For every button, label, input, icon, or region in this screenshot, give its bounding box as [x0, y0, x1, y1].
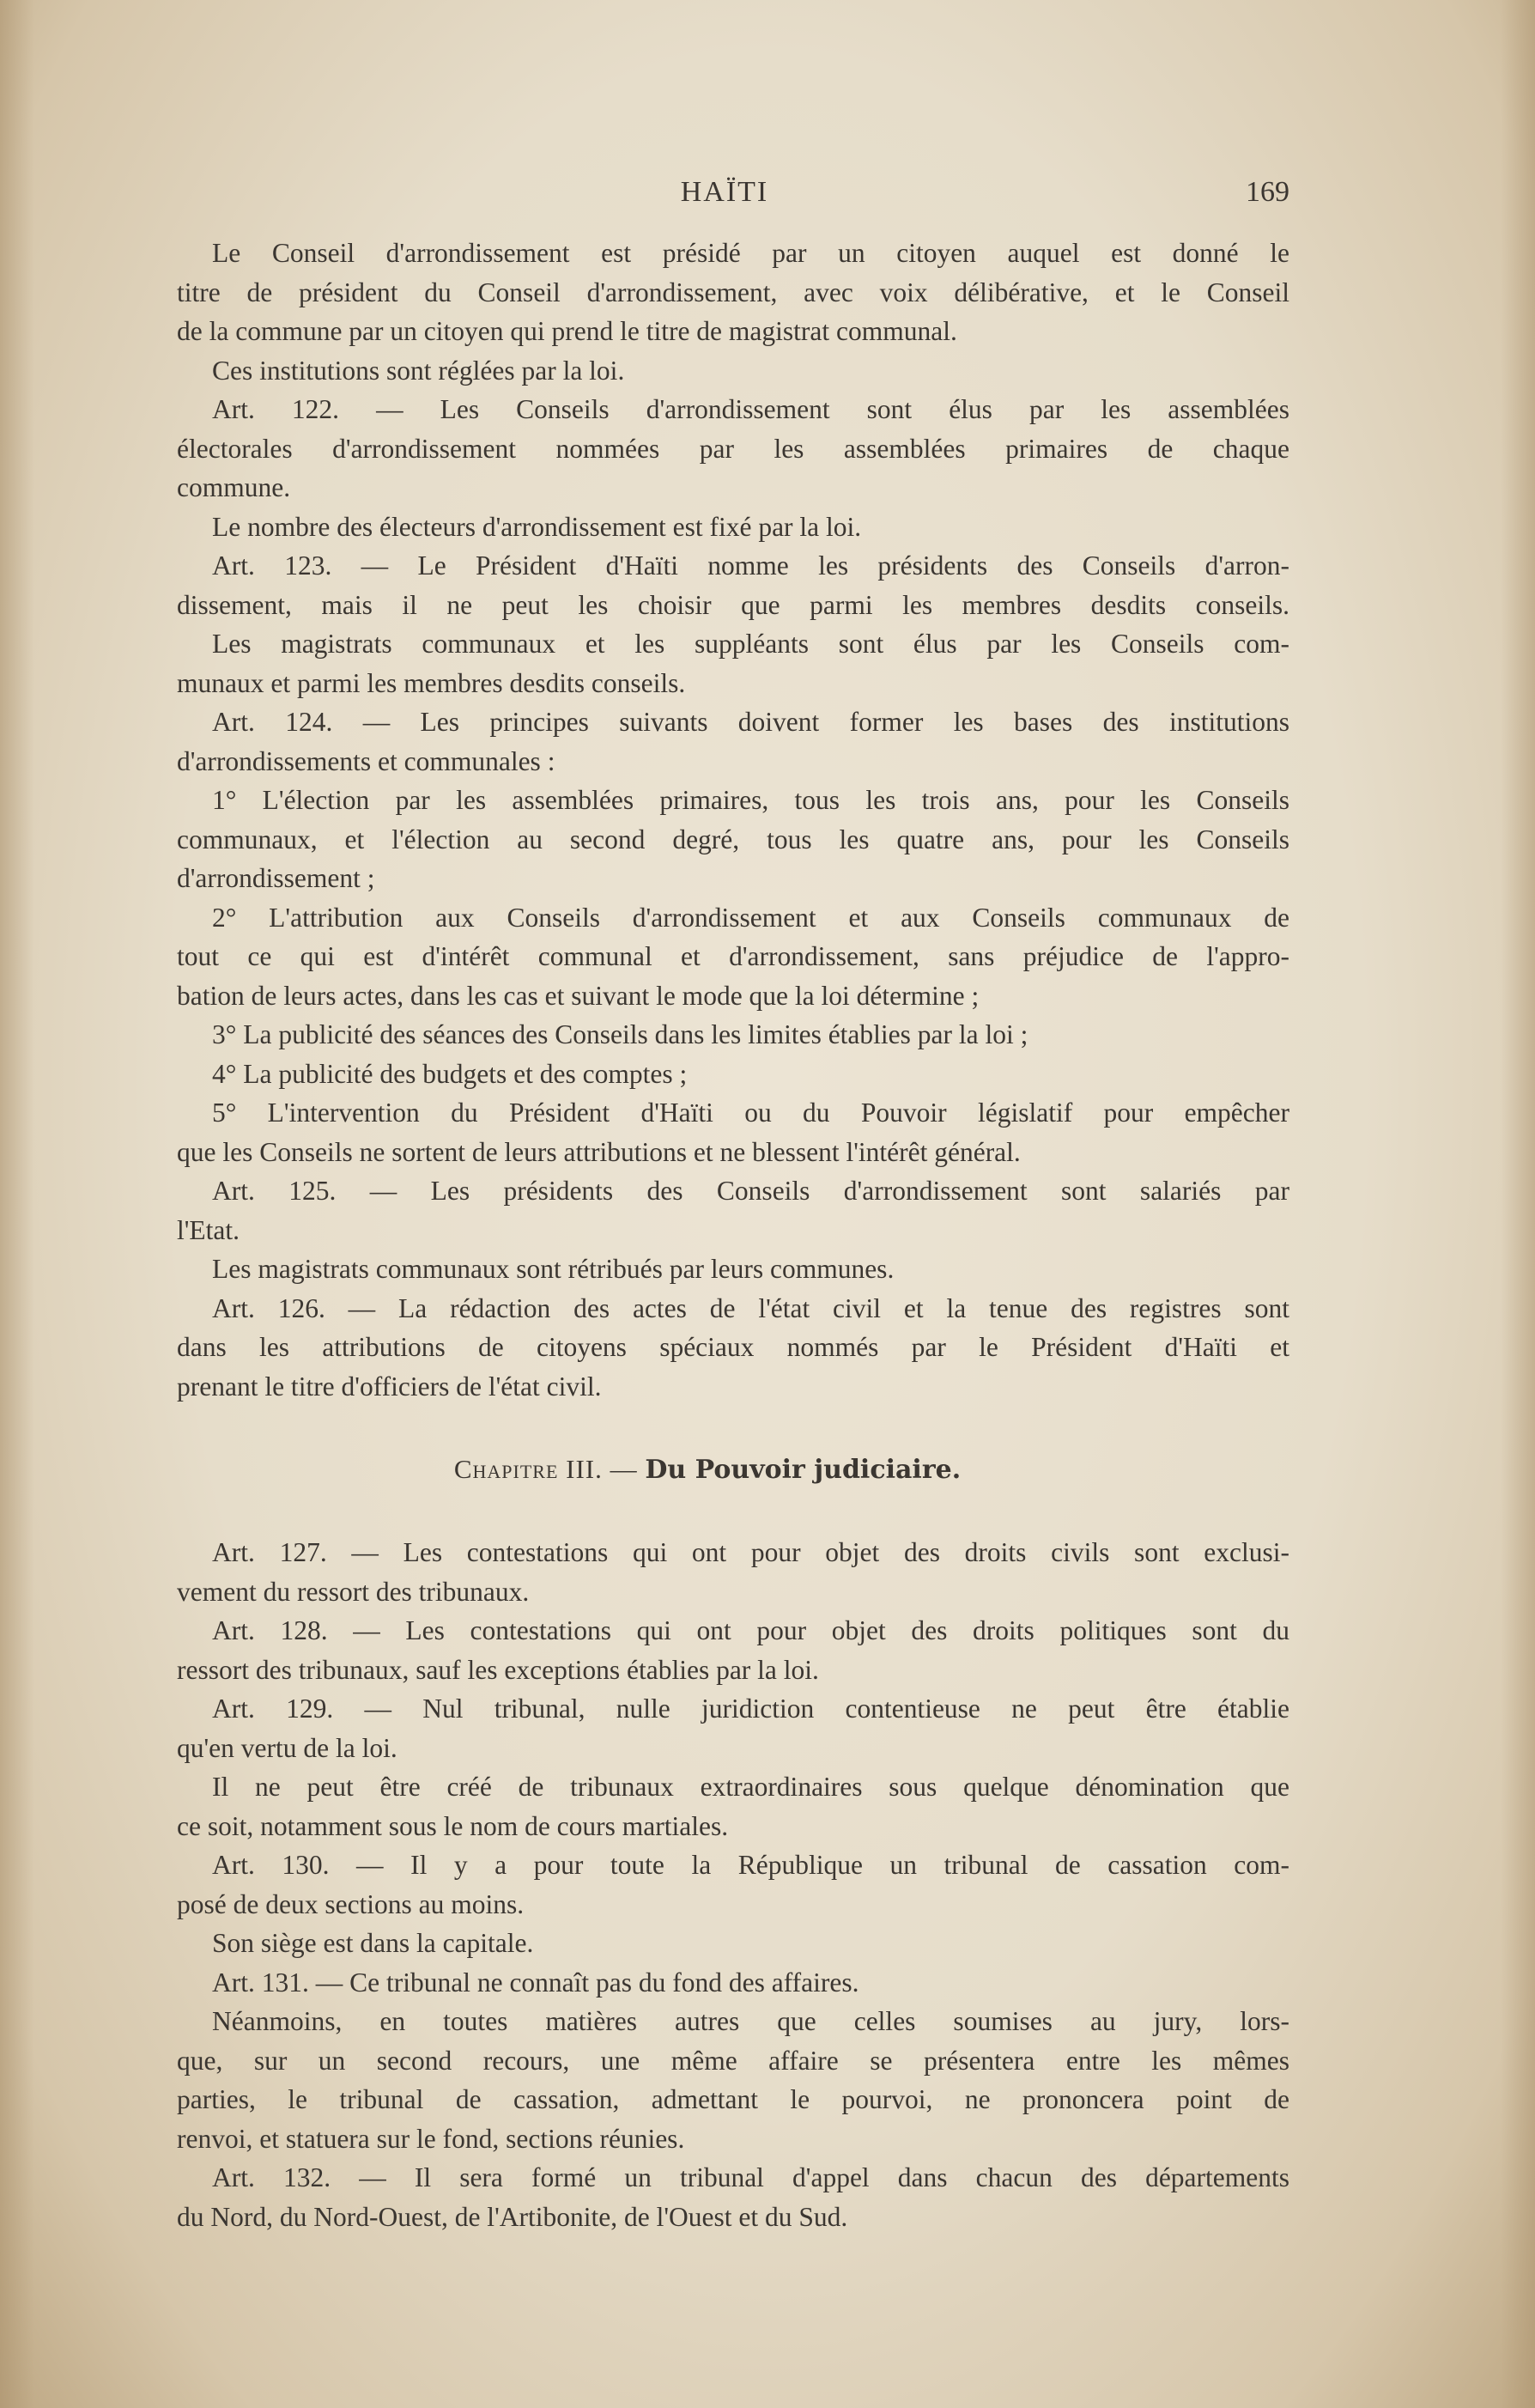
text-line: prenant le titre d'officiers de l'état civil. — [177, 1371, 602, 1402]
text-line: Art. 123. — Le Président d'Haïti nomme les présidents des Conseils d'arron- — [212, 550, 1289, 581]
text-line: d'arrondissement ; — [177, 863, 375, 893]
chapter-title: Du Pouvoir judiciaire. — [645, 1455, 962, 1485]
text-line: Art. 128. — Les contestations qui ont pour objet des droits politiques sont du — [212, 1615, 1289, 1645]
text-line: titre de président du Conseil d'arrondissement, avec voix délibérative, et le Conseil — [177, 277, 1289, 307]
text-line: de la commune par un citoyen qui prend le titre de magistrat communal. — [177, 316, 957, 346]
text-line: commune. — [177, 472, 291, 502]
text-line: électorales d'arrondissement nommées par les assemblées primaires de chaque — [177, 433, 1289, 464]
text-line: munaux et parmi les membres desdits conseils. — [177, 667, 686, 698]
running-title: HAÏTI — [680, 176, 769, 208]
text-line: Art. 124. — Les principes suivants doivent former les bases des institutions — [212, 707, 1289, 737]
text-line: parties, le tribunal de cassation, admettant le pourvoi, ne prononcera point de — [177, 2084, 1289, 2114]
text-line: Les magistrats communaux sont rétribués par leurs communes. — [212, 1254, 895, 1284]
chapter-label: Chapitre III. — — [453, 1454, 646, 1484]
text-line: dans les attributions de citoyens spéciaux nommés par le Président d'Haïti et — [177, 1332, 1289, 1362]
text-line: 1° L'élection par les assemblées primaires, tous les trois ans, pour les Conseils — [212, 785, 1289, 815]
text-line: Art. 132. — Il sera formé un tribunal d'appel dans chacun des départements — [212, 2162, 1289, 2192]
text-line: vement du ressort des tribunaux. — [177, 1576, 530, 1607]
text-line: 2° L'attribution aux Conseils d'arrondissement et aux Conseils communaux de — [212, 902, 1289, 933]
text-line: Il ne peut être créé de tribunaux extraordinaires sous quelque dénomination que — [212, 1772, 1289, 1802]
text-line: dissement, mais il ne peut les choisir que parmi les membres desdits conseils. — [177, 589, 1289, 620]
text-line: Le nombre des électeurs d'arrondissement est fixé par la loi. — [212, 511, 862, 542]
page-edge-shadow-left — [0, 0, 34, 2408]
text-line: Ces institutions sont réglées par la loi. — [212, 355, 625, 386]
text-line: Art. 130. — Il y a pour toute la République un tribunal de cassation com- — [212, 1850, 1289, 1880]
page-edge-shadow-right — [1501, 0, 1535, 2408]
text-line: Art. 126. — La rédaction des actes de l'état civil et la tenue des registres sont — [212, 1292, 1289, 1323]
text-line: l'Etat. — [177, 1214, 240, 1245]
text-line: que les Conseils ne sortent de leurs attributions et ne blessent l'intérêt général. — [177, 1136, 1021, 1167]
text-line: 4° La publicité des budgets et des comptes ; — [212, 1058, 688, 1089]
text-line: Art. 125. — Les présidents des Conseils d'arrondissement sont salariés par — [212, 1176, 1289, 1206]
text-line: tout ce qui est d'intérêt communal et d'arrondissement, sans préjudice de l'appro- — [177, 941, 1289, 971]
text-line: communaux, et l'élection au second degré, tous les quatre ans, pour les Conseils — [177, 824, 1289, 854]
page-number: 169 — [1246, 176, 1289, 208]
text-line: renvoi, et statuera sur le fond, sections réunies. — [177, 2123, 685, 2154]
text-line: Art. 122. — Les Conseils d'arrondissement sont élus par les assemblées — [212, 394, 1289, 424]
text-line: Art. 129. — Nul tribunal, nulle juridiction contentieuse ne peut être établie — [212, 1694, 1289, 1724]
text-line: Art. 127. — Les contestations qui ont pour objet des droits civils sont exclusi- — [212, 1537, 1289, 1567]
text-line: Art. 131. — Ce tribunal ne connaît pas du fond des affaires. — [212, 1967, 859, 1998]
text-line: ce soit, notamment sous le nom de cours martiales. — [177, 1810, 729, 1841]
text-line: 5° L'intervention du Président d'Haïti ou du Pouvoir législatif pour empêcher — [212, 1098, 1289, 1128]
text-line: Les magistrats communaux et les suppléants sont élus par les Conseils com- — [212, 629, 1289, 659]
text-line: Le Conseil d'arrondissement est présidé par un citoyen auquel est donné le — [212, 238, 1289, 268]
text-line: Son siège est dans la capitale. — [212, 1928, 534, 1958]
text-line: d'arrondissements et communales : — [177, 745, 555, 776]
text-line: 3° La publicité des séances des Conseils dans les limites établies par la loi ; — [212, 1019, 1028, 1049]
text-line: posé de deux sections au moins. — [177, 1888, 525, 1919]
text-line: ressort des tribunaux, sauf les exceptions établies par la loi. — [177, 1654, 819, 1685]
text-line: qu'en vertu de la loi. — [177, 1732, 397, 1763]
chapter-heading — [0, 1454, 1475, 1485]
text-line: bation de leurs actes, dans les cas et suivant le mode que la loi détermine ; — [177, 980, 980, 1011]
text-line: du Nord, du Nord-Ouest, de l'Artibonite, de l'Ouest et du Sud. — [177, 2201, 848, 2232]
text-line: que, sur un second recours, une même affaire se présentera entre les mêmes — [177, 2045, 1289, 2076]
text-line: Néanmoins, en toutes matières autres que celles soumises au jury, lors- — [212, 2006, 1289, 2036]
